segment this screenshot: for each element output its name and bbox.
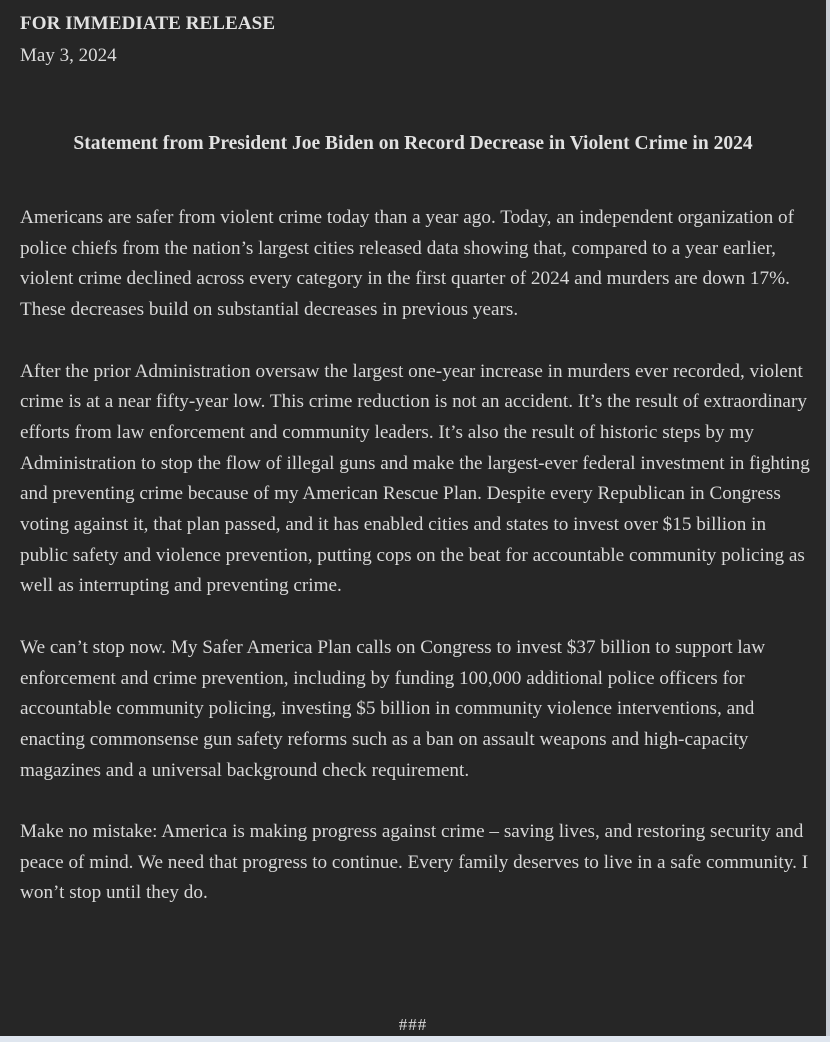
paragraph-2: After the prior Administration oversaw the largest one-year increase in murders ever recorded, violent crime is at a near fifty-year low. This crime reduction is not an accident. It’s the result of extraordinary efforts from law enforcement and community leaders. It’s also the result of historic steps by my Administration to stop the flow of illegal guns and make the largest-ever federal investment in fighting and preventing crime because of my American Rescue Plan. Despite every Republican in Congress voting against it, that plan passed, and it has enabled cities and states to invest over $15 billion in public safety and violence prevention, putting cops on the beat for accountable community policing as well as interrupting and preventing crime. bbox=[20, 360, 810, 597]
paragraph-1: Americans are safer from violent crime today than a year ago. Today, an independent organization of police chiefs from the nation’s largest cities released data showing that, compared to a year earlier, violent crime declined across every category in the first quarter of 2024 and murders are down 17%. These decreases build on substantial decreases in previous years. bbox=[20, 207, 795, 321]
release-label: FOR IMMEDIATE RELEASE bbox=[20, 13, 276, 34]
window-right-edge bbox=[826, 0, 830, 1036]
release-date: May 3, 2024 bbox=[20, 45, 117, 66]
window-bottom-strip bbox=[0, 1036, 830, 1042]
paragraph-4: Make no mistake: America is making progress against crime – saving lives, and restoring security and peace of mind. We need that progress to continue. Every family deserves to live in a safe community. I won’t stop until they do. bbox=[20, 821, 809, 904]
paragraph-3: We can’t stop now. My Safer America Plan calls on Congress to invest $37 billion to support law enforcement and crime prevention, including by funding 100,000 additional police officers for accountable community policing, investing $5 billion in community violence interventions, and enacting commonsense gun safety reforms such as a ban on assault weapons and high-capacity magazines and a universal background check requirement. bbox=[20, 636, 766, 781]
statement-body bbox=[20, 203, 812, 909]
end-mark: ### bbox=[398, 1015, 428, 1034]
statement-title: Statement from President Joe Biden on Record Decrease in Violent Crime in 2024 bbox=[73, 133, 753, 154]
